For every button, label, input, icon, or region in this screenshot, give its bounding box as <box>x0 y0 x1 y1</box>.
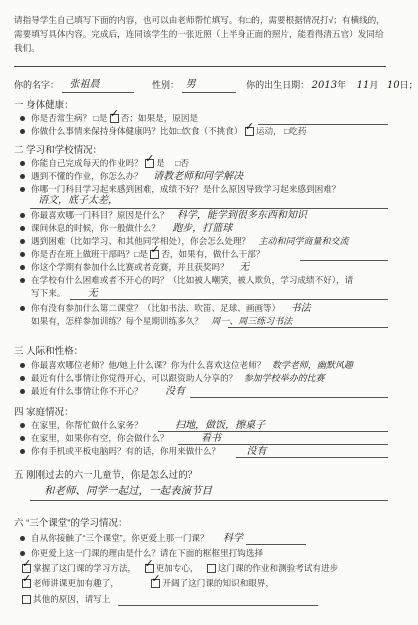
dob-year-unit: 年 <box>337 80 347 90</box>
checkbox-checked[interactable] <box>22 579 31 588</box>
school-q7-no: 否，如果有，做什么干部？ <box>161 249 265 259</box>
school-q9 <box>20 275 390 288</box>
dob-month-unit: 月 <box>369 80 379 90</box>
personality-q2 <box>20 373 390 386</box>
school-q3-label: 你哪一门科目学习起来感到困难，成绩不好？是什么原因导致学习起来感到困难？ <box>31 184 341 194</box>
answer-line <box>178 444 388 445</box>
family-q1-label: 在家里，你帮忙做什么家务？ <box>31 420 143 430</box>
health-q2-opt2: 运动， <box>255 126 282 136</box>
school-q1-no: □否 <box>175 158 189 168</box>
family-q2-answer[interactable]: 看书 <box>200 433 221 444</box>
family-q2-label: 在家里，如果你有空，你会做什么？ <box>31 433 169 443</box>
section-family-title: 四 家庭情况： <box>14 407 74 418</box>
school-q1-yes: 是 <box>156 158 165 168</box>
gender-label: 性别： <box>152 80 180 90</box>
school-q9-label: 在学校有什么困难或者不开心的吗？（比如被人嘲笑，被人欺负，学习成绩不好），请 <box>31 275 354 285</box>
classroom-options-row1 <box>22 563 392 576</box>
checkbox-checked[interactable] <box>145 564 154 573</box>
answer-line <box>246 544 306 545</box>
answer-line <box>228 327 388 328</box>
school-q1-label: 你能自己完成每天的作业吗？ <box>31 158 143 168</box>
answer-line <box>30 500 388 501</box>
dob-label: 你的出生日期： <box>246 80 310 90</box>
dob-day-unit: 日； <box>399 80 418 90</box>
section-three-classrooms-title: 六 “三个课堂”的学习情况： <box>14 518 128 529</box>
family-q3-answer[interactable]: 没有 <box>246 446 267 457</box>
school-q2-answer[interactable]: 请教老师和同学解决 <box>153 171 244 182</box>
section-health-title: 一 身体健康： <box>14 100 74 111</box>
checkbox-unchecked[interactable] <box>22 595 31 604</box>
health-q2-opt3: □吃药 <box>284 126 307 136</box>
health-q2 <box>20 126 390 139</box>
school-q5-answer[interactable]: 跑步，打篮球 <box>172 223 233 234</box>
answer-line <box>258 124 388 125</box>
checkbox-checked[interactable] <box>245 127 254 136</box>
school-q4 <box>20 210 390 223</box>
school-q10b-answer[interactable]: 周一、周三练习书法 <box>211 317 293 327</box>
checkbox-unchecked[interactable] <box>207 564 216 573</box>
classroom-q1-answer[interactable]: 科学 <box>223 533 243 544</box>
school-q9-label-cont: 写下来。 <box>31 288 66 298</box>
answer-line <box>70 299 388 300</box>
classroom-q2 <box>20 548 390 561</box>
school-q10-label-cont: 如果有，怎样参加训练？每个星期训练多久？ <box>31 316 203 326</box>
school-q6 <box>20 236 390 249</box>
section-childrens-day-title: 五 刚刚过去的六一儿童节，你是怎么过的？ <box>14 470 198 481</box>
school-q5 <box>20 223 390 236</box>
option-other: 其他的原因，请写上 <box>33 594 111 604</box>
school-q6-answer[interactable]: 主动和同学商量和交流 <box>258 237 349 247</box>
school-q8-answer[interactable]: 无 <box>239 262 250 273</box>
option-interesting: 老师讲课更加有趣了， <box>33 578 119 588</box>
answer-line <box>190 397 388 398</box>
checkbox-checked[interactable] <box>145 159 154 168</box>
answer-line <box>158 431 388 432</box>
school-q5-label: 课间休息的时候，你一般做什么？ <box>31 223 160 233</box>
personality-q1-label: 你最喜欢哪位老师？他/她上什么课？你为什么喜欢这位老师？ <box>31 360 266 370</box>
gender-field[interactable] <box>182 81 236 93</box>
checkbox-checked[interactable] <box>150 250 159 259</box>
school-q4-answer[interactable]: 科学，能学到很多东西和知识 <box>176 210 307 221</box>
instructions-text: 请指导学生自己填写下面的内容，也可以由老师帮忙填写。有□的，需要根据情况打√；有横线的，需要填写具体内容。完成后，连同该学生的一张近照（上半身正面的照片，能看得清五官）发同给我们。 <box>14 15 385 53</box>
option-method: 掌握了这门课的学习方法， <box>33 563 137 573</box>
gender-value: 男 <box>185 79 196 90</box>
school-q10 <box>20 303 390 316</box>
school-q10-answer[interactable]: 书法 <box>290 303 311 314</box>
personality-q2-answer[interactable]: 参加学校举办的比赛 <box>243 374 325 384</box>
option-focus: 更加专心， <box>155 563 199 573</box>
classroom-q2-label: 你更爱上这一门课的理由是什么？请在下面的框框里打钩选择 <box>31 548 264 558</box>
option-broaden: 开阔了这门课的知识和眼界， <box>162 578 275 588</box>
school-q7-label: 你是否在班上做班干部吗？□是 <box>31 249 148 259</box>
school-q2 <box>20 171 390 184</box>
health-q2-label: 你做什么事情来保持身体健康吗？比如□饮食（不挑食） <box>31 126 243 136</box>
personality-q3-label: 最近有什么事情让你不开心？ <box>31 386 143 396</box>
childrens-day-answer[interactable]: 和老师、同学一起过，一起表演节目 <box>44 485 212 497</box>
personality-q1-answer[interactable]: 数学老师，幽默风趣 <box>271 361 353 371</box>
family-q1-answer[interactable]: 扫地，做饭，擦桌子 <box>175 420 266 431</box>
divider <box>14 66 386 67</box>
classroom-q1 <box>20 533 390 546</box>
checkbox-checked[interactable] <box>110 114 119 123</box>
basic-info-row <box>14 79 418 94</box>
section-school-title: 二 学习和学校情况： <box>14 145 103 156</box>
personality-q3-answer[interactable]: 没有 <box>165 386 186 397</box>
answer-line <box>236 457 388 458</box>
family-q3-label: 你有手机或平板电脑吗？有的话，你用来做什么？ <box>31 446 221 456</box>
checkbox-checked[interactable] <box>22 564 31 573</box>
health-q1-label: 你是否常生病？ □是 <box>31 113 108 123</box>
dob-month[interactable]: 11 <box>356 80 370 91</box>
school-q8-label: 你这个学期有参加什么比赛或者竞赛，并且获奖吗？ <box>31 262 229 272</box>
classroom-q1-label: 自从你接触了“三个课堂”，你更爱上那一门课？ <box>31 533 209 543</box>
school-q10-label: 你有没有参加什么第二课堂？（比如书法、吹笛、足球、画画等） <box>31 303 281 313</box>
school-q2-label: 遇到不懂的作业，你怎么办？ <box>31 171 143 181</box>
section-personality-title: 三 人际和性格： <box>14 346 84 357</box>
option-progress: 这门课的作业和测验考试有进步 <box>217 563 339 573</box>
answer-line <box>30 208 388 209</box>
school-q6-label: 遇到困难（比如学习、和其他同学相处），你会怎么处理？ <box>31 236 251 246</box>
classroom-options-row2 <box>22 578 392 591</box>
answer-line <box>300 260 388 261</box>
other-reason-line[interactable] <box>118 605 318 606</box>
dob-day[interactable]: 10 <box>386 80 400 91</box>
name-field[interactable] <box>62 81 134 93</box>
health-q1-no: 否；如果是，原因是 <box>120 113 199 123</box>
school-q1 <box>20 158 390 171</box>
school-q3-answer[interactable]: 语文，底子太差， <box>38 195 118 206</box>
name-value: 张祖晨 <box>69 79 100 90</box>
checkbox-checked[interactable] <box>151 579 160 588</box>
personality-q2-label: 最近有什么事情让你觉得开心，可以跟资助人分享的？ <box>31 373 238 383</box>
name-label: 你的名字： <box>14 80 60 90</box>
school-q9-answer[interactable]: 无 <box>87 288 98 299</box>
dob-year[interactable]: 2013 <box>311 80 338 91</box>
school-q4-label: 你最喜欢哪一门科目？原因是什么？ <box>31 210 169 220</box>
personality-q1 <box>20 360 390 373</box>
school-q8 <box>20 262 390 275</box>
